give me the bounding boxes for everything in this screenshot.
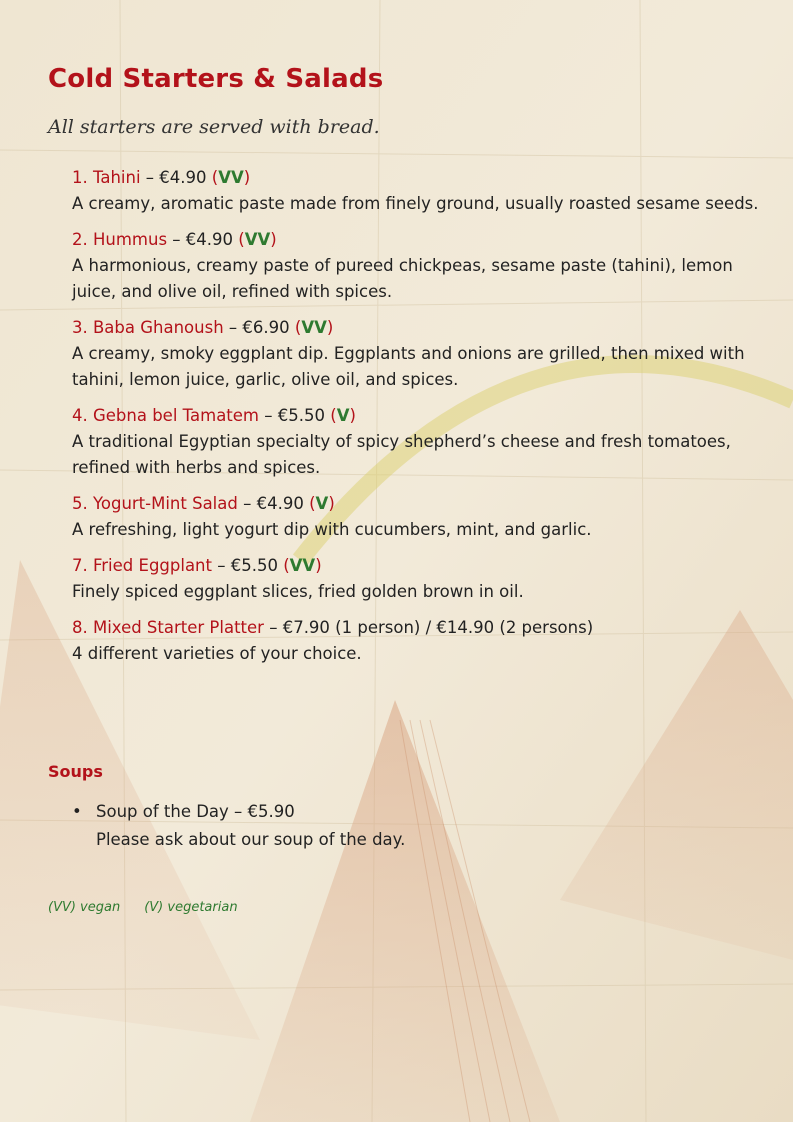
item-price: – €5.50 bbox=[211, 556, 284, 575]
item-name: 7. Fried Eggplant bbox=[72, 556, 212, 575]
item-description: Finely spiced eggplant slices, fried golden brown in oil. bbox=[72, 582, 524, 601]
diet-open: ( bbox=[211, 168, 219, 187]
list-item bbox=[72, 798, 405, 854]
item-price: – €7.90 (1 person) / €14.90 (2 persons) bbox=[263, 618, 594, 637]
item-description: 4 different varieties of your choice. bbox=[72, 644, 362, 663]
starter-list bbox=[72, 165, 762, 677]
menu-item bbox=[72, 491, 762, 543]
menu-item bbox=[72, 315, 762, 393]
item-price: – €4.90 bbox=[140, 168, 212, 187]
diet-legend bbox=[48, 900, 238, 915]
legend-vegetarian: (V) vegetarian bbox=[144, 900, 238, 915]
menu-item bbox=[72, 403, 762, 481]
item-price: – €4.90 bbox=[237, 494, 310, 513]
item-price: – €5.50 bbox=[259, 406, 331, 425]
item-name: 8. Mixed Starter Platter bbox=[72, 618, 264, 637]
menu-item bbox=[72, 615, 762, 667]
diet-close: ) bbox=[243, 168, 251, 187]
item-description: A harmonious, creamy paste of pureed chickpeas, sesame paste (tahini), lemon juice, and olive oil, refined with spices. bbox=[72, 256, 733, 301]
diet-open: ( bbox=[238, 230, 245, 249]
diet-badge: VV bbox=[244, 230, 271, 249]
item-name: 1. Tahini bbox=[72, 168, 141, 187]
diet-close: ) bbox=[328, 494, 335, 513]
item-name: 4. Gebna bel Tamatem bbox=[72, 406, 260, 425]
legend-vegan: (VV) vegan bbox=[48, 900, 121, 915]
item-price: – €4.90 bbox=[167, 230, 239, 249]
item-name: 3. Baba Ghanoush bbox=[72, 318, 224, 337]
bullet-icon: • bbox=[72, 802, 82, 821]
item-description: A traditional Egyptian specialty of spicy shepherd’s cheese and fresh tomatoes, refined with herbs and spices. bbox=[72, 432, 731, 477]
diet-badge: V bbox=[336, 406, 350, 425]
item-name: 2. Hummus bbox=[72, 230, 168, 249]
soup-description: Please ask about our soup of the day. bbox=[96, 830, 406, 849]
menu-item bbox=[72, 227, 762, 305]
diet-open: ( bbox=[283, 556, 290, 575]
diet-close: ) bbox=[349, 406, 356, 425]
intro-note: All starters are served with bread. bbox=[48, 116, 380, 138]
page-title: Cold Starters & Salads bbox=[48, 64, 384, 94]
menu-item bbox=[72, 165, 762, 217]
diet-close: ) bbox=[270, 230, 277, 249]
soup-name: Soup of the Day – €5.90 bbox=[96, 802, 295, 821]
soups-heading: Soups bbox=[48, 762, 103, 781]
diet-open: ( bbox=[330, 406, 337, 425]
diet-badge: VV bbox=[289, 556, 316, 575]
diet-close: ) bbox=[315, 556, 322, 575]
diet-open: ( bbox=[309, 494, 316, 513]
diet-close: ) bbox=[326, 318, 334, 337]
item-description: A refreshing, light yogurt dip with cucumbers, mint, and garlic. bbox=[72, 520, 592, 539]
diet-open: ( bbox=[294, 318, 302, 337]
item-price: – €6.90 bbox=[223, 318, 295, 337]
soup-list bbox=[72, 798, 405, 854]
menu-item bbox=[72, 553, 762, 605]
item-description: A creamy, aromatic paste made from finely ground, usually roasted sesame seeds. bbox=[72, 194, 759, 213]
diet-badge: V bbox=[315, 494, 329, 513]
diet-badge: VV bbox=[301, 318, 327, 337]
item-name: 5. Yogurt-Mint Salad bbox=[72, 494, 238, 513]
item-description: A creamy, smoky eggplant dip. Eggplants and onions are grilled, then mixed with tahini, lemon juice, garlic, olive oil, and spices. bbox=[72, 344, 745, 389]
diet-badge: VV bbox=[218, 168, 244, 187]
